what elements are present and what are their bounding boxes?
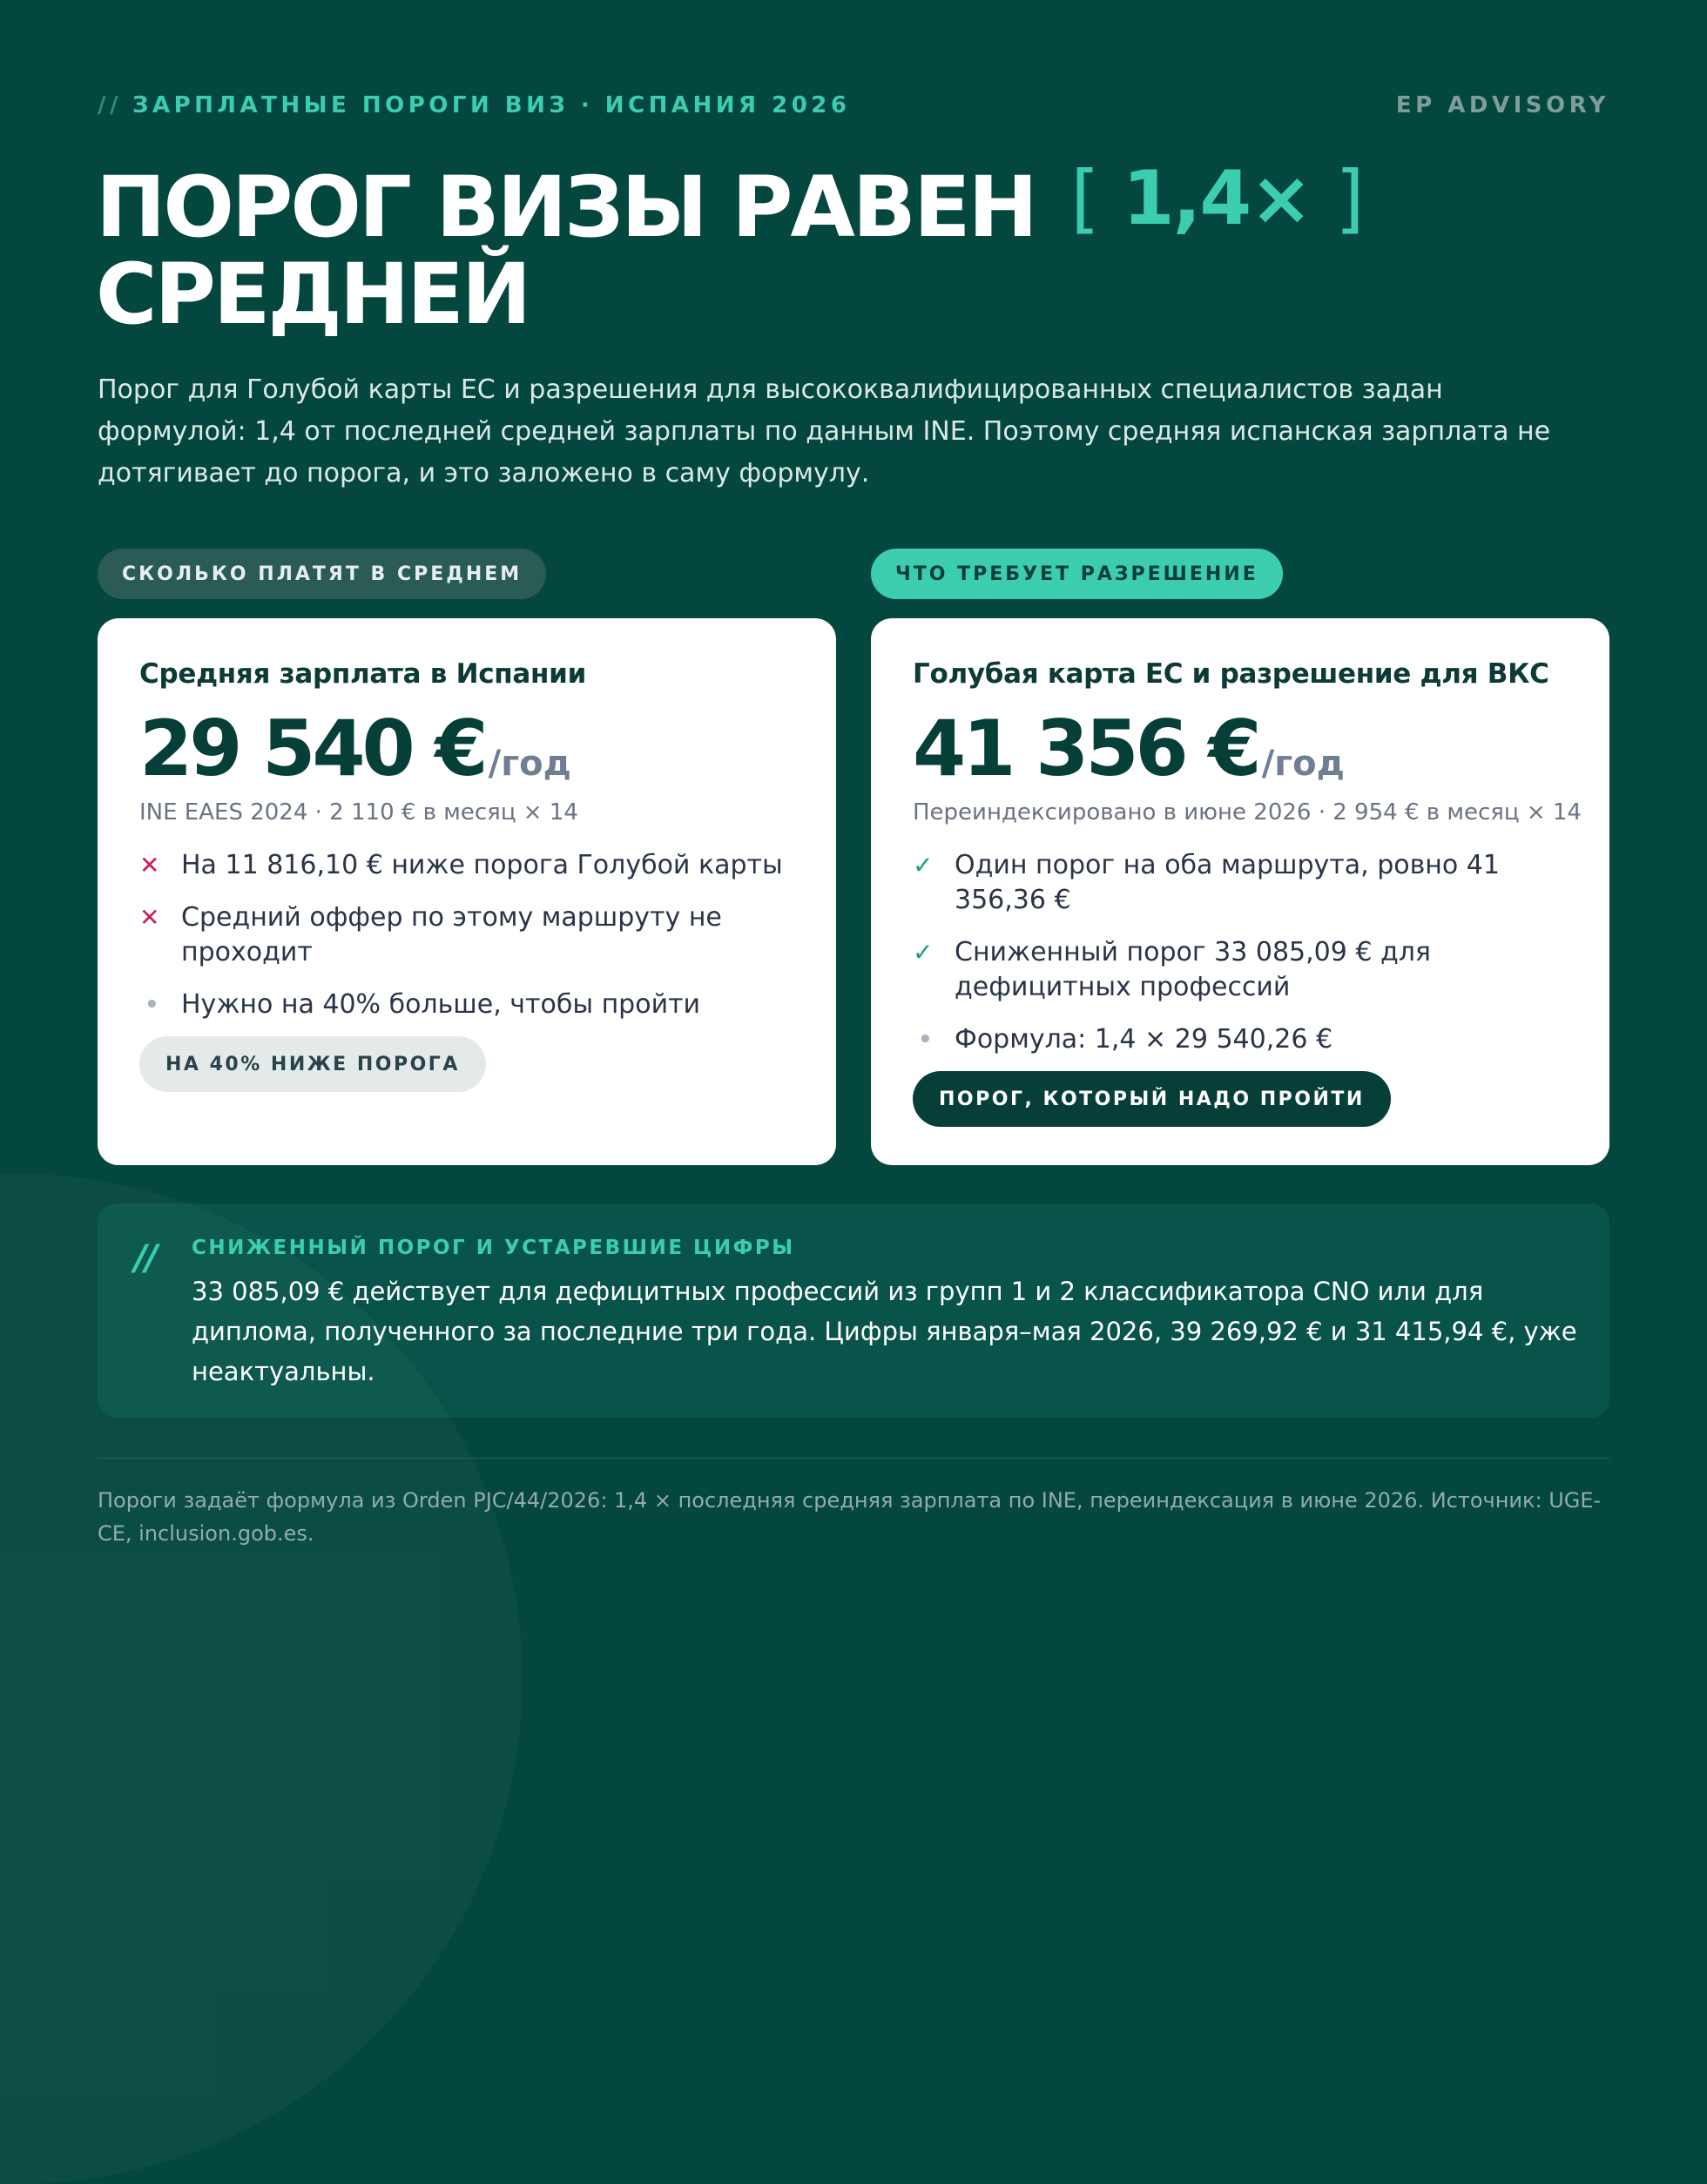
bullet-icon: • [145,992,159,1018]
accent-bracket-open: [ [1070,155,1098,242]
headline-accent [1070,155,1362,242]
list-item-text: Формула: 1,4 × 29 540,26 € [955,1024,1333,1055]
quote-slashes-icon: // [134,1238,157,1278]
lede-paragraph: Порог для Голубой карты ЕС и разрешения для высококвалифицированных специалистов задан формулой: 1,4 от последней средней зарплаты по данным INE. Поэтому средняя испанская зарплата не дотягивает до порога, и это заложено в саму формулу. [98,374,1551,489]
list-item [913,935,1575,1005]
kicker-slashes: // [98,92,122,118]
amount-subtitle: Переиндексировано в июне 2026 · 2 954 € в месяц × 14 [913,799,1582,826]
item-list [139,848,801,1022]
card-average-salary [98,618,836,1165]
list-item-text: На 11 816,10 € ниже порога Голубой карты [181,850,783,880]
list-item-text: Нужно на 40% больше, чтобы пройти [181,989,701,1020]
list-item-text: Один порог на оба маршрута, ровно 41 356,36 € [955,850,1500,915]
check-icon: ✓ [913,938,934,967]
list-item-text: Сниженный порог 33 085,09 € для дефицитных профессий [955,937,1431,1002]
headline [96,155,1402,343]
list-item [913,1022,1575,1057]
list-item [139,988,801,1022]
status-badge-threshold: ПОРОГ, КОТОРЫЙ НАДО ПРОЙТИ [913,1071,1391,1127]
cross-icon: ✕ [139,851,160,880]
note-callout [98,1203,1609,1418]
accent-bracket-close: ] [1335,155,1363,242]
note-body: 33 085,09 € действует для дефицитных профессий из групп 1 и 2 классификатора CNO или для диплома, полученного за последние три года. Цифры января–мая 2026, 39 269,92 € и 31 415,94 €, уже неактуальны. [192,1277,1577,1386]
kicker-text: ЗАРПЛАТНЫЕ ПОРОГИ ВИЗ · ИСПАНИЯ 2026 [132,92,851,118]
footer-source: Пороги задаёт формула из Orden PJC/44/2026: 1,4 × последняя средняя зарплата по INE, переиндексация в июне 2026. Источник: UGE-CE, inclusion.gob.es. [98,1488,1602,1546]
kicker [98,92,850,118]
amount-row [913,704,1575,793]
cross-icon: ✕ [139,903,160,932]
threshold-amount: 41 356 € [913,704,1258,793]
note-title: СНИЖЕННЫЙ ПОРОГ И УСТАРЕВШИЕ ЦИФРЫ [192,1237,795,1259]
card-title: Голубая карта ЕС и разрешение для ВКС [913,658,1549,690]
item-list [913,848,1575,1057]
list-item-text: Средний оффер по этому маршруту не проходит [181,902,722,967]
amount-row [139,704,801,793]
list-item [139,900,801,970]
per-year-label: /год [1261,744,1345,784]
list-item [139,848,801,883]
status-badge-below-threshold: НА 40% НИЖЕ ПОРОГА [139,1036,486,1092]
bullet-icon: • [918,1027,933,1053]
list-item [913,848,1575,918]
check-icon: ✓ [913,851,934,880]
accent-value: 1,4× [1122,155,1312,242]
pill-permit-requirement: ЧТО ТРЕБУЕТ РАЗРЕШЕНИЕ [871,549,1283,599]
salary-amount: 29 540 € [139,704,485,793]
per-year-label: /год [488,744,571,784]
brand-name: EP ADVISORY [1395,92,1609,118]
card-title: Средняя зарплата в Испании [139,658,586,690]
card-blue-card-threshold [871,618,1609,1165]
pill-average-pay: СКОЛЬКО ПЛАТЯТ В СРЕДНЕМ [98,549,546,599]
headline-line-1 [96,155,1402,256]
footer-divider [98,1458,1609,1459]
amount-subtitle: INE EAES 2024 · 2 110 € в месяц × 14 [139,799,578,826]
headline-text-1: ПОРОГ ВИЗЫ РАВЕН [96,158,1036,256]
headline-text-2: СРЕДНЕЙ [96,246,530,343]
